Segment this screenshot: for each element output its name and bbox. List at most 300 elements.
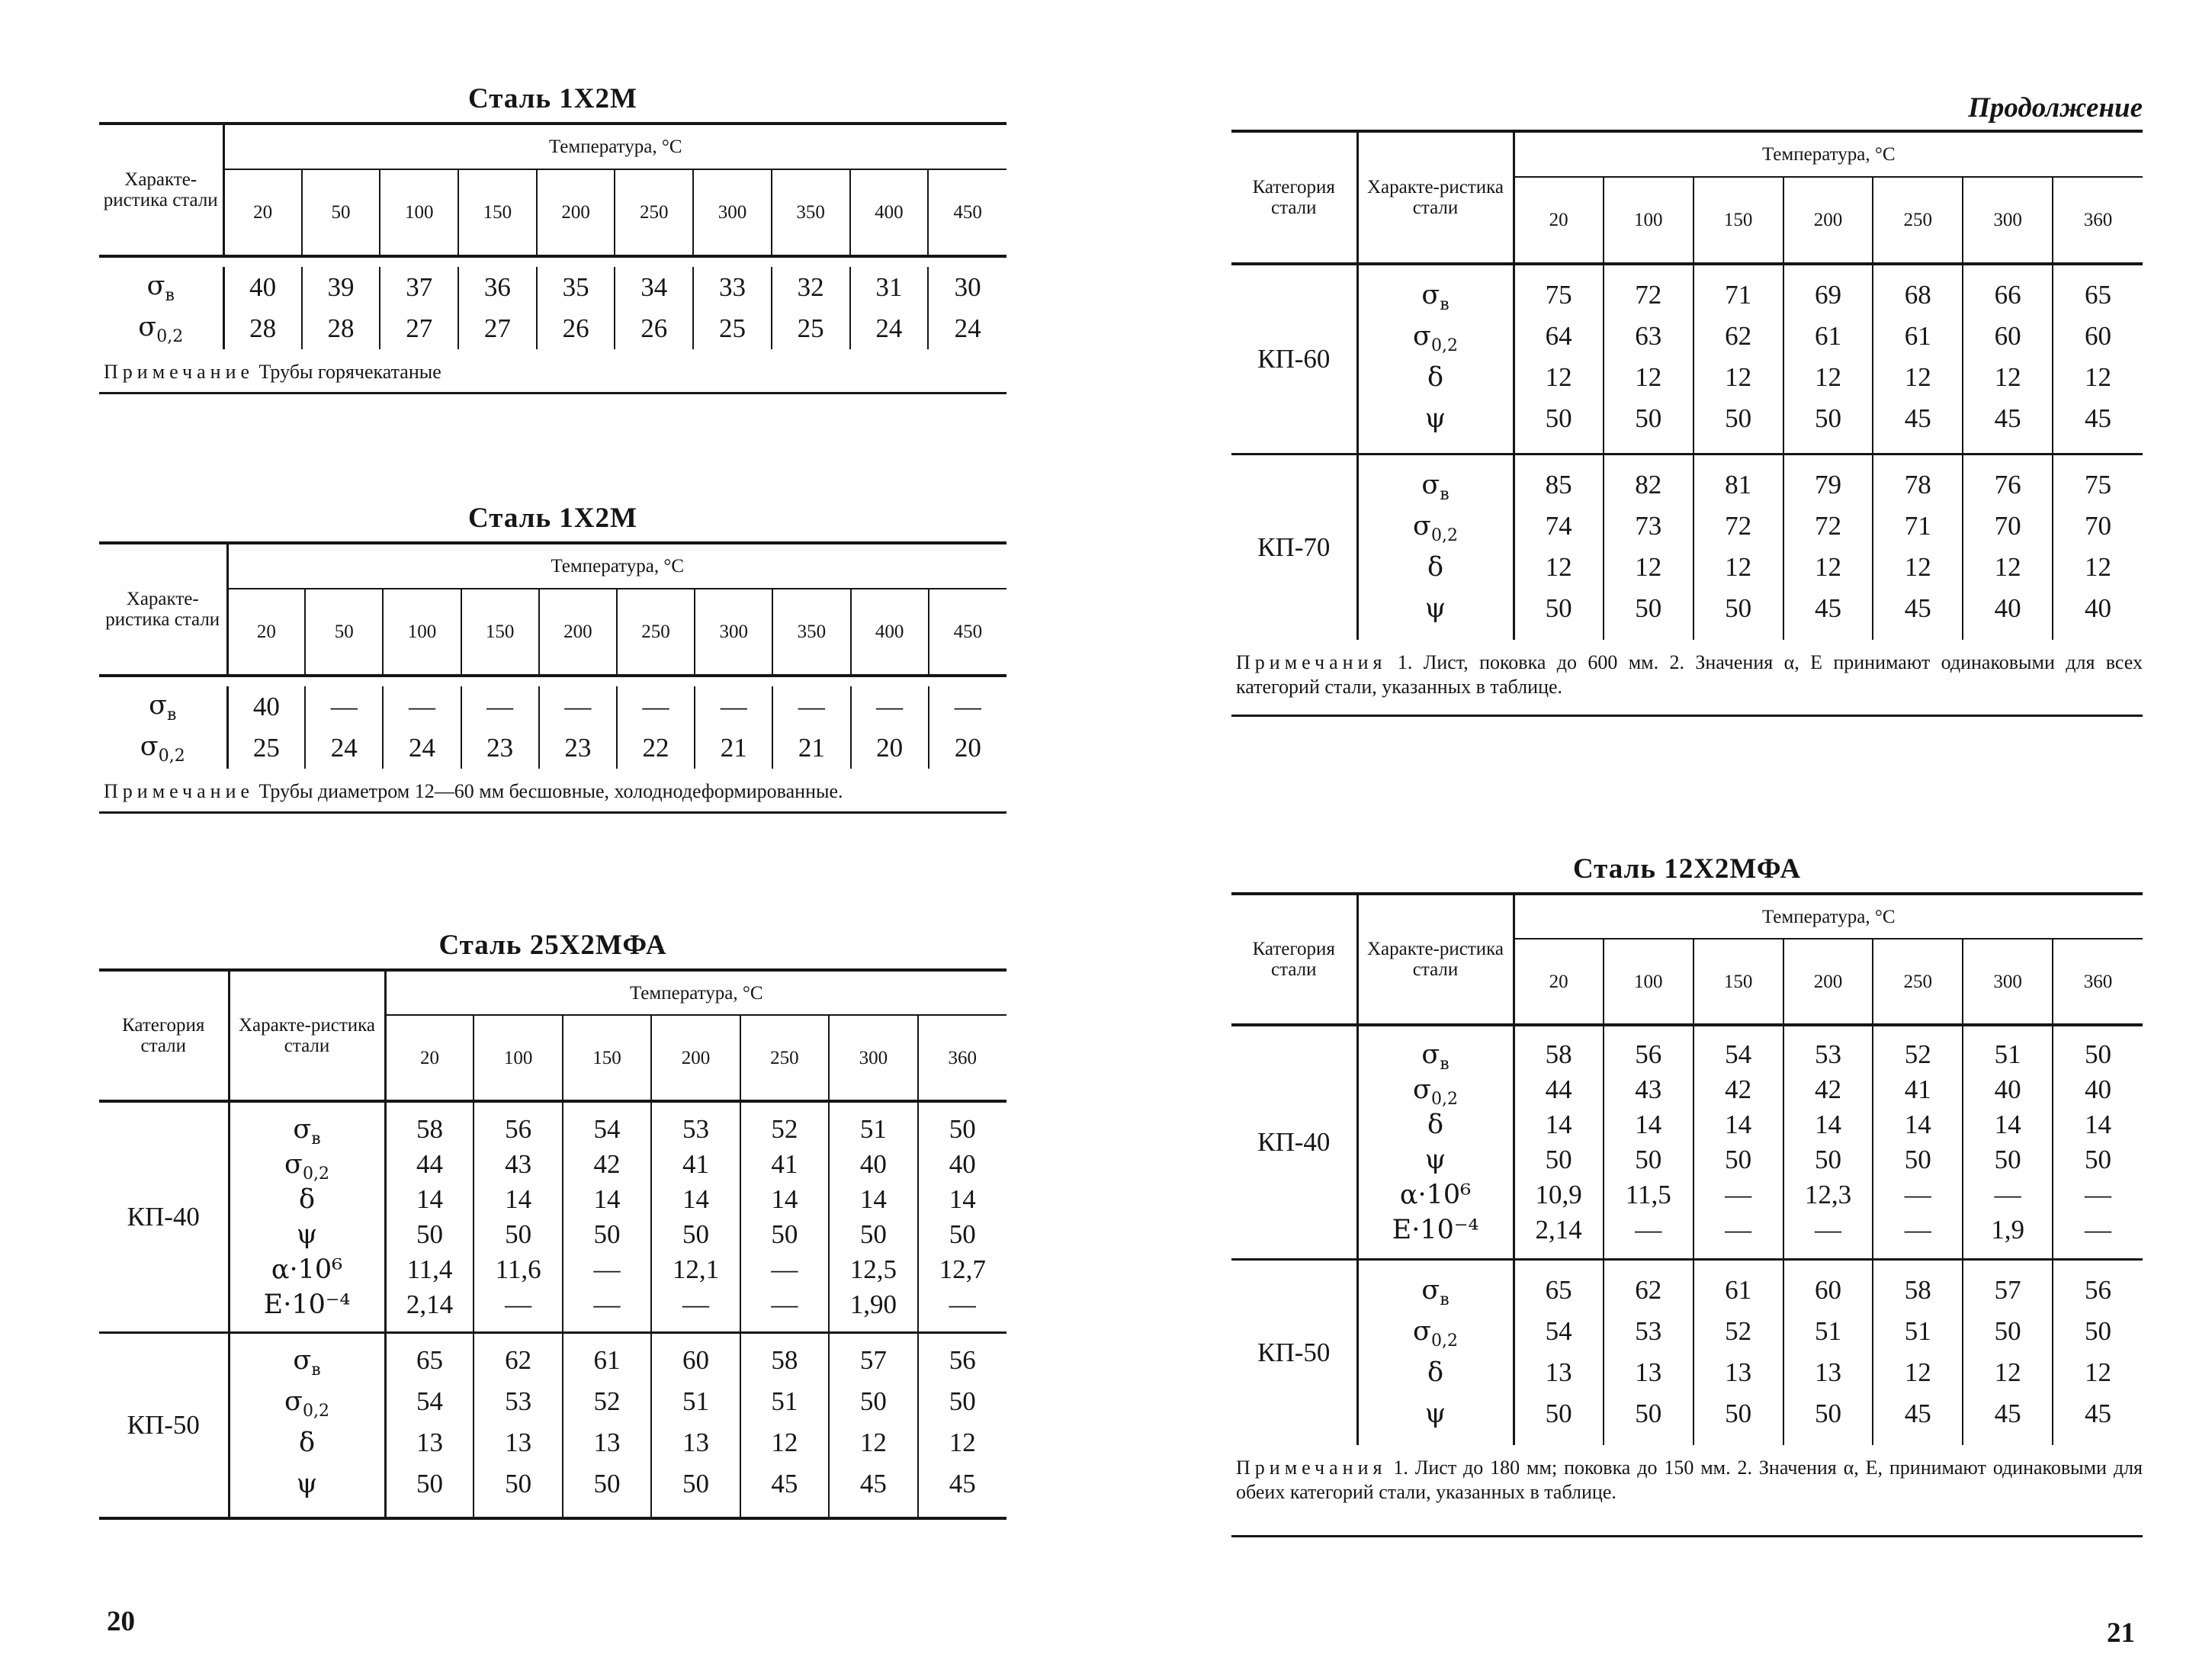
- cat-header: Категория стали: [1231, 894, 1357, 1025]
- cell: 50: [416, 1219, 443, 1249]
- temp-col: 20: [1514, 177, 1604, 264]
- cell: 60: [1994, 321, 2021, 351]
- cell: 12: [1635, 552, 1662, 582]
- cell: 32: [772, 267, 850, 308]
- temp-col: 300: [829, 1015, 917, 1101]
- cell: 14: [859, 1184, 887, 1214]
- cell: 56: [2085, 1275, 2112, 1305]
- cell: 54: [416, 1386, 443, 1416]
- cell: 12: [1904, 1357, 1931, 1387]
- cell: 27: [458, 308, 537, 349]
- cell: 40: [1994, 1074, 2021, 1104]
- cell: 71: [1904, 511, 1931, 541]
- value-column: [740, 1333, 829, 1519]
- char-header: Характе-ристика стали: [1357, 131, 1514, 264]
- char-header: Характе-ристика стали: [229, 970, 385, 1101]
- cell: 50: [505, 1469, 532, 1498]
- cell: 14: [682, 1184, 709, 1214]
- cell: —: [771, 1254, 798, 1284]
- value-column: [1694, 1260, 1783, 1446]
- cell: 51: [1994, 1039, 2021, 1069]
- temp-col: 360: [918, 1015, 1006, 1101]
- cell: 13: [1545, 1357, 1572, 1387]
- cell: 69: [1814, 280, 1841, 310]
- cell: 12: [1725, 362, 1752, 392]
- cell: 50: [2085, 1316, 2112, 1346]
- cell: —: [1904, 1215, 1931, 1245]
- cell: 11,4: [406, 1254, 453, 1284]
- temp-header: Температура, °С: [227, 543, 1006, 589]
- cell: —: [695, 686, 772, 728]
- row-label: $\sigma_{0,2}$: [140, 731, 185, 766]
- table-row: [99, 308, 1006, 349]
- temp-col: 250: [615, 169, 693, 256]
- cell: 58: [416, 1114, 443, 1144]
- cell: 12: [1904, 362, 1931, 392]
- cell: 50: [1814, 1399, 1841, 1428]
- cell: 40: [2085, 593, 2112, 623]
- cell: 25: [772, 308, 850, 349]
- char-label: ψ: [1424, 1145, 1446, 1175]
- cell: 12: [771, 1428, 798, 1457]
- category-label: КП-60: [1257, 344, 1331, 374]
- temp-col: 360: [2053, 177, 2143, 264]
- note-text: 1. Лист до 180 мм; поковка до 150 мм. 2. Значения α, E, принимают одинаковыми для обеих категорий стали, указанных в таблице.: [1236, 1457, 2143, 1503]
- cell: 12: [2085, 1357, 2112, 1387]
- cell: 40: [1994, 593, 2021, 623]
- cell: 14: [2085, 1110, 2112, 1139]
- cell: 72: [1725, 511, 1752, 541]
- cell: 53: [1814, 1039, 1841, 1069]
- cell: 50: [2085, 1145, 2112, 1174]
- cell: 50: [949, 1219, 976, 1249]
- cell: 12: [1994, 1357, 2021, 1387]
- cell: 51: [859, 1114, 887, 1144]
- temp-col: 150: [563, 1015, 651, 1101]
- cell: 40: [949, 1149, 976, 1179]
- cell: 50: [771, 1219, 798, 1249]
- char-labels: [1357, 1025, 1514, 1260]
- char-label: δ: [1427, 1110, 1444, 1140]
- char-label: E·10⁻⁴: [1392, 1215, 1479, 1245]
- cell: 12: [1635, 362, 1662, 392]
- char-label: ψ: [1424, 593, 1446, 624]
- cell: 24: [383, 728, 461, 769]
- cell: 41: [771, 1149, 798, 1179]
- table-row: [99, 267, 1006, 308]
- cell: 24: [850, 308, 929, 349]
- temp-col: 400: [851, 589, 929, 676]
- cell: —: [2085, 1215, 2112, 1245]
- temp-header: Температура, °С: [1514, 894, 2143, 939]
- category-label: КП-40: [1257, 1127, 1331, 1157]
- cell: 37: [380, 267, 458, 308]
- cell: 50: [593, 1469, 621, 1498]
- cell: 14: [1994, 1110, 2021, 1139]
- cell: 11,5: [1625, 1180, 1671, 1209]
- cell: —: [851, 686, 929, 728]
- char-header: Характе-ристика стали: [1357, 894, 1514, 1025]
- temp-col: 300: [693, 169, 772, 256]
- table-row-group: [99, 1101, 1006, 1333]
- table-row-group: [1231, 1260, 2143, 1446]
- value-column: [918, 1333, 1006, 1519]
- cell: —: [1994, 1180, 2021, 1209]
- cell: 57: [1994, 1275, 2021, 1305]
- cell: 62: [1635, 1275, 1662, 1305]
- value-column: [918, 1101, 1006, 1333]
- cell: 50: [1545, 1399, 1572, 1428]
- value-column: [1783, 1025, 1873, 1260]
- value-column: [829, 1333, 917, 1519]
- value-column: [563, 1101, 651, 1333]
- temp-col: 300: [1963, 939, 2053, 1025]
- cell: 40: [223, 267, 302, 308]
- temp-col: 450: [928, 169, 1006, 256]
- cell: 65: [1545, 1275, 1572, 1305]
- value-column: [829, 1101, 917, 1333]
- table-title: Сталь 1Х2М: [468, 83, 637, 114]
- cell: 50: [1904, 1145, 1931, 1174]
- table-row: [99, 686, 1006, 728]
- cell: 50: [949, 1114, 976, 1144]
- value-column: [474, 1101, 562, 1333]
- cell: 14: [1904, 1110, 1931, 1139]
- properties-table: [1231, 892, 2143, 1445]
- value-column: [385, 1101, 474, 1333]
- cell: 50: [949, 1386, 976, 1416]
- properties-table: [99, 968, 1006, 1520]
- cell: 50: [1814, 403, 1841, 433]
- right-page: [1231, 0, 2143, 1667]
- temp-col: 20: [1514, 939, 1604, 1025]
- cell: 74: [1545, 511, 1572, 541]
- cell: 13: [1725, 1357, 1752, 1387]
- cell: —: [617, 686, 695, 728]
- cell: 50: [416, 1469, 443, 1498]
- char-label: $\sigma_{0,2}$: [284, 1386, 329, 1421]
- cell: 82: [1635, 470, 1662, 499]
- temp-col: 50: [302, 169, 380, 256]
- table-section-1x2m-hot-rolled: [99, 76, 1006, 394]
- cell: 24: [928, 308, 1006, 349]
- char-label: $\sigma_{0,2}$: [1413, 321, 1458, 355]
- cell: 62: [505, 1345, 532, 1375]
- cell: 20: [929, 728, 1006, 769]
- cell: —: [383, 686, 461, 728]
- temp-col: 20: [227, 589, 305, 676]
- cell: 14: [416, 1184, 443, 1214]
- cell: 41: [1904, 1074, 1931, 1104]
- char-label: $\sigma_в$: [1421, 1039, 1450, 1074]
- char-label: $\sigma_{0,2}$: [1413, 511, 1458, 545]
- value-column: [1604, 454, 1694, 641]
- table-title: Сталь 12Х2МФА: [1572, 853, 1802, 885]
- cell: 20: [851, 728, 929, 769]
- cell: 53: [505, 1386, 532, 1416]
- cell: 50: [859, 1386, 887, 1416]
- cell: 13: [416, 1428, 443, 1457]
- cell: —: [1904, 1180, 1931, 1209]
- cell: 62: [1725, 321, 1752, 351]
- char-header: Характе-ристика стали: [99, 543, 227, 676]
- temp-col: 350: [772, 589, 850, 676]
- temp-col: 300: [1963, 177, 2053, 264]
- char-labels: [229, 1101, 385, 1333]
- cell: 51: [1904, 1316, 1931, 1346]
- cell: 45: [1814, 593, 1841, 623]
- cell: 40: [859, 1149, 887, 1179]
- cell: 12,3: [1804, 1180, 1852, 1209]
- continuation-label: Продолжение: [1968, 92, 2143, 124]
- cell: 58: [1904, 1275, 1931, 1305]
- temp-col: 400: [850, 169, 929, 256]
- cell: 26: [615, 308, 693, 349]
- value-column: [651, 1333, 740, 1519]
- char-label: $\sigma_в$: [1421, 1275, 1450, 1309]
- cell: —: [593, 1254, 621, 1284]
- cell: 25: [693, 308, 772, 349]
- cell: —: [2085, 1180, 2112, 1209]
- cell: 12: [859, 1428, 887, 1457]
- cell: 50: [1545, 593, 1572, 623]
- cell: 14: [1545, 1110, 1572, 1139]
- cell: 50: [682, 1219, 709, 1249]
- char-label: ψ: [296, 1469, 318, 1499]
- cell: 79: [1814, 470, 1841, 499]
- cell: —: [539, 686, 617, 728]
- cell: 61: [1814, 321, 1841, 351]
- cell: —: [949, 1290, 976, 1319]
- table-note: [99, 349, 1006, 394]
- cell: 12: [1994, 362, 2021, 392]
- cell: 52: [1904, 1039, 1931, 1069]
- cell: 61: [593, 1345, 621, 1375]
- cell: 45: [859, 1469, 887, 1498]
- char-labels: [229, 1333, 385, 1519]
- char-header: Характе-ристика стали: [99, 124, 223, 256]
- value-column: [1514, 1025, 1604, 1260]
- cell: 14: [1635, 1110, 1662, 1139]
- cell: 45: [2085, 1399, 2112, 1428]
- cell: 57: [859, 1345, 887, 1375]
- cell: 61: [1725, 1275, 1752, 1305]
- cell: 58: [771, 1345, 798, 1375]
- value-column: [1783, 264, 1873, 454]
- cell: 68: [1904, 280, 1931, 310]
- cell: 50: [505, 1219, 532, 1249]
- table-note: [99, 769, 1006, 814]
- temp-col: 360: [2053, 939, 2143, 1025]
- cell: —: [771, 1290, 798, 1319]
- value-column: [1963, 1025, 2053, 1260]
- cat-header: Категория стали: [99, 970, 229, 1101]
- temp-col: 100: [1604, 939, 1694, 1025]
- table-row-group: [1231, 264, 2143, 454]
- table-section-continued: [1231, 130, 2143, 717]
- char-label: $\sigma_{0,2}$: [1413, 1316, 1458, 1351]
- cell: 12: [949, 1428, 976, 1457]
- cell: 73: [1635, 511, 1662, 541]
- category-label: КП-50: [1257, 1338, 1331, 1367]
- properties-table: [99, 122, 1006, 349]
- cell: 50: [1994, 1316, 2021, 1346]
- table-note: [1231, 1445, 2143, 1537]
- char-label: δ: [298, 1184, 316, 1215]
- temp-col: 200: [539, 589, 617, 676]
- temp-col: 250: [1873, 939, 1963, 1025]
- note-head: Примечания: [1236, 651, 1387, 673]
- temp-col: 150: [1694, 177, 1783, 264]
- char-label: ψ: [1424, 403, 1446, 434]
- cell: 13: [1814, 1357, 1841, 1387]
- cell: 50: [1725, 1399, 1752, 1428]
- cell: 42: [1725, 1074, 1752, 1104]
- temp-col: 20: [385, 1015, 474, 1101]
- value-column: [1604, 264, 1694, 454]
- temp-col: 450: [929, 589, 1006, 676]
- char-label: $\sigma_в$: [1421, 470, 1450, 504]
- temp-col: 150: [458, 169, 537, 256]
- cell: 50: [1635, 403, 1662, 433]
- cell: 51: [1814, 1316, 1841, 1346]
- cell: 12: [2085, 552, 2112, 582]
- value-column: [1963, 264, 2053, 454]
- value-column: [740, 1101, 829, 1333]
- cell: 56: [949, 1345, 976, 1375]
- cat-header: Категория стали: [1231, 131, 1357, 264]
- value-column: [1873, 264, 1963, 454]
- note-head: Примечание: [104, 780, 255, 802]
- char-labels: [1357, 454, 1514, 641]
- cell: —: [1725, 1215, 1752, 1245]
- cell: 13: [593, 1428, 621, 1457]
- row-label: $\sigma_в$: [146, 270, 175, 305]
- table-row: [99, 728, 1006, 769]
- cell: —: [305, 686, 383, 728]
- cell: 70: [1994, 511, 2021, 541]
- cell: 24: [305, 728, 383, 769]
- cell: 45: [1904, 1399, 1931, 1428]
- temp-col: 250: [617, 589, 695, 676]
- cell: 25: [227, 728, 305, 769]
- cell: 45: [771, 1469, 798, 1498]
- char-label: ψ: [1424, 1399, 1446, 1429]
- value-column: [1873, 454, 1963, 641]
- cell: 70: [2085, 511, 2112, 541]
- cell: 51: [771, 1386, 798, 1416]
- page-number: 20: [107, 1606, 135, 1637]
- value-column: [1963, 1260, 2053, 1446]
- value-column: [2053, 1025, 2143, 1260]
- temp-header: Температура, °С: [385, 970, 1006, 1015]
- cell: 52: [593, 1386, 621, 1416]
- value-column: [1783, 1260, 1873, 1446]
- char-label: δ: [1427, 552, 1444, 583]
- char-label: $\sigma_{0,2}$: [284, 1149, 329, 1184]
- cell: 1,90: [849, 1290, 897, 1319]
- value-column: [1694, 264, 1783, 454]
- cell: 28: [223, 308, 302, 349]
- cell: 75: [2085, 470, 2112, 499]
- cell: 1,9: [1991, 1215, 2025, 1245]
- cell: 61: [1904, 321, 1931, 351]
- cell: 30: [928, 267, 1006, 308]
- cell: —: [593, 1290, 621, 1319]
- temp-header: Температура, °С: [1514, 131, 2143, 177]
- cell: —: [682, 1290, 709, 1319]
- table-section-1x2m-cold-formed: [99, 496, 1006, 814]
- cell: 12: [1725, 552, 1752, 582]
- char-label: α·10⁶: [271, 1254, 343, 1285]
- cell: 50: [682, 1469, 709, 1498]
- cell: 50: [1545, 1145, 1572, 1174]
- cell: 21: [695, 728, 772, 769]
- cell: 65: [416, 1345, 443, 1375]
- cell: 14: [593, 1184, 621, 1214]
- cell: —: [1725, 1180, 1752, 1209]
- temp-col: 100: [1604, 177, 1694, 264]
- table-row-group: [1231, 454, 2143, 641]
- cell: 52: [771, 1114, 798, 1144]
- properties-table: [1231, 130, 2143, 640]
- table-section-25x2mfa: [99, 923, 1006, 1520]
- cell: 50: [1725, 1145, 1752, 1174]
- temp-col: 250: [1873, 177, 1963, 264]
- cell: 45: [1904, 593, 1931, 623]
- char-label: E·10⁻⁴: [263, 1290, 351, 1320]
- value-column: [1514, 264, 1604, 454]
- value-column: [1514, 1260, 1604, 1446]
- cell: 76: [1994, 470, 2021, 499]
- note-head: Примечание: [104, 361, 255, 383]
- cell: 23: [461, 728, 539, 769]
- cell: 43: [1635, 1074, 1662, 1104]
- cell: —: [505, 1290, 532, 1319]
- cell: 36: [458, 267, 537, 308]
- char-label: $\sigma_в$: [293, 1345, 321, 1380]
- cell: 54: [1725, 1039, 1752, 1069]
- cell: 14: [505, 1184, 532, 1214]
- cell: —: [772, 686, 850, 728]
- cell: 72: [1814, 511, 1841, 541]
- cell: 12,7: [939, 1254, 986, 1284]
- cell: 40: [227, 686, 305, 728]
- cell: 12: [1814, 362, 1841, 392]
- cell: 14: [1725, 1110, 1752, 1139]
- cell: 56: [1635, 1039, 1662, 1069]
- temp-col: 300: [695, 589, 772, 676]
- value-column: [1604, 1260, 1694, 1446]
- char-label: $\sigma_в$: [1421, 280, 1450, 314]
- cell: 12: [1814, 552, 1841, 582]
- table-note: [1231, 640, 2143, 717]
- cell: 41: [682, 1149, 709, 1179]
- cell: 44: [416, 1149, 443, 1179]
- value-column: [385, 1333, 474, 1519]
- cell: 75: [1545, 280, 1572, 310]
- cell: 50: [1635, 1145, 1662, 1174]
- temp-col: 50: [305, 589, 383, 676]
- cell: 14: [1814, 1110, 1841, 1139]
- cell: 50: [2085, 1039, 2112, 1069]
- cell: 34: [615, 267, 693, 308]
- cell: 12: [1545, 552, 1572, 582]
- cell: 26: [537, 308, 615, 349]
- cell: 11,6: [495, 1254, 541, 1284]
- cell: 12: [1994, 552, 2021, 582]
- char-label: δ: [298, 1428, 316, 1458]
